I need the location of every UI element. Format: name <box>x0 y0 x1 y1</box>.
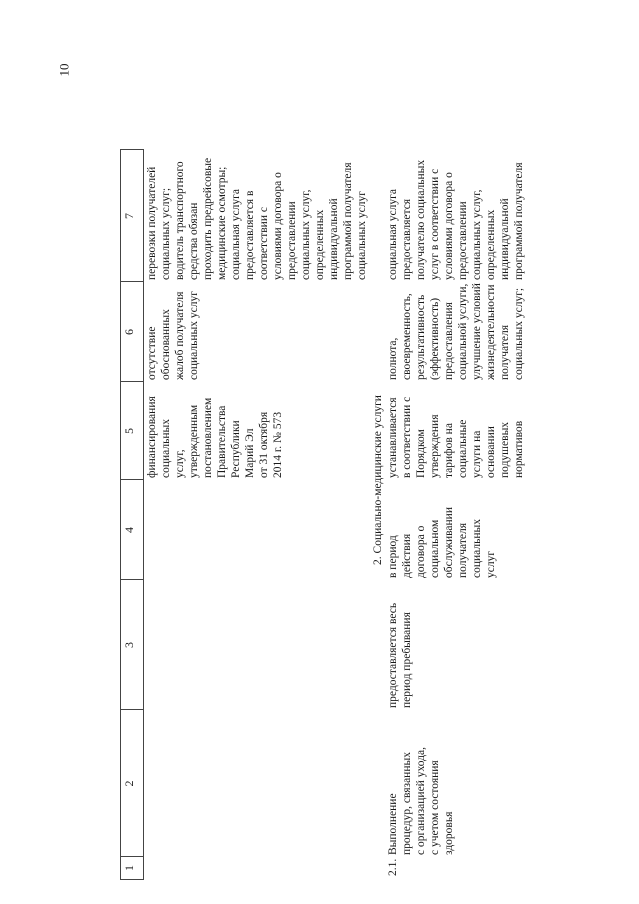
table-top-border <box>120 150 121 880</box>
cell-row-a-col-7: перевозки получателей социальных услуг; водитель транспортного средства обязан проходить предрейсовые медицинские осмотры; социальная услуга предоставляется в соответствии с условиями договора о предоставлении социальных услуг, определенных индивидуальной программой получателя социальных услуг <box>146 157 368 280</box>
cell-row-b-col-2: Выполнение процедур, связанных с организацией ухода, с учетом состояния здоровья <box>387 746 455 855</box>
cell-row-b-col-4: в период действия договора о социальном обслуживании получателя социальных услуг <box>387 507 497 578</box>
cell-row-b-col-3: предоставляется весь период пребывания <box>387 602 413 708</box>
column-number: 3 <box>122 642 136 648</box>
cell-row-b-col-7: социальная услуга предоставляется получателю социальных услуг в соответствии с условиями договора о предоставлении социальных услуг, определенных индивидуальной программой получателя <box>387 159 525 280</box>
column-number: 7 <box>122 213 136 219</box>
cell-row-a-col-6: отсутствие обоснованных жалоб получателя социальных услуг <box>146 291 200 380</box>
column-number: 5 <box>122 428 136 434</box>
column-number: 6 <box>122 329 136 335</box>
cell-row-b-col-5: устанавливается в соответствии с Порядком утверждения тарифов на социальные услуги на основании подушевых нормативов <box>387 396 525 478</box>
cell-row-b-col-1: 2.1. <box>387 858 399 876</box>
col-border <box>120 879 144 880</box>
cell-row-a-col-5: финансирования социальных услуг, утвержденным постановлением Правительства Республики Марий Эл от 31 октября 2014 г. № 573 <box>146 396 284 478</box>
column-number: 1 <box>122 865 136 871</box>
column-number: 2 <box>122 780 136 787</box>
page-number: 10 <box>56 63 72 77</box>
cell-row-b-col-6: полнота, своевременность, результативность (эффективность) предоставления социальной услуги, улучшение условий жизнедеятельности получателя социальных услуг; <box>387 283 525 380</box>
column-number: 4 <box>122 527 136 533</box>
table-header-border <box>143 150 144 880</box>
section-title: 2. Социально-медицинские услуги <box>372 395 384 565</box>
rotated-table <box>110 100 610 880</box>
